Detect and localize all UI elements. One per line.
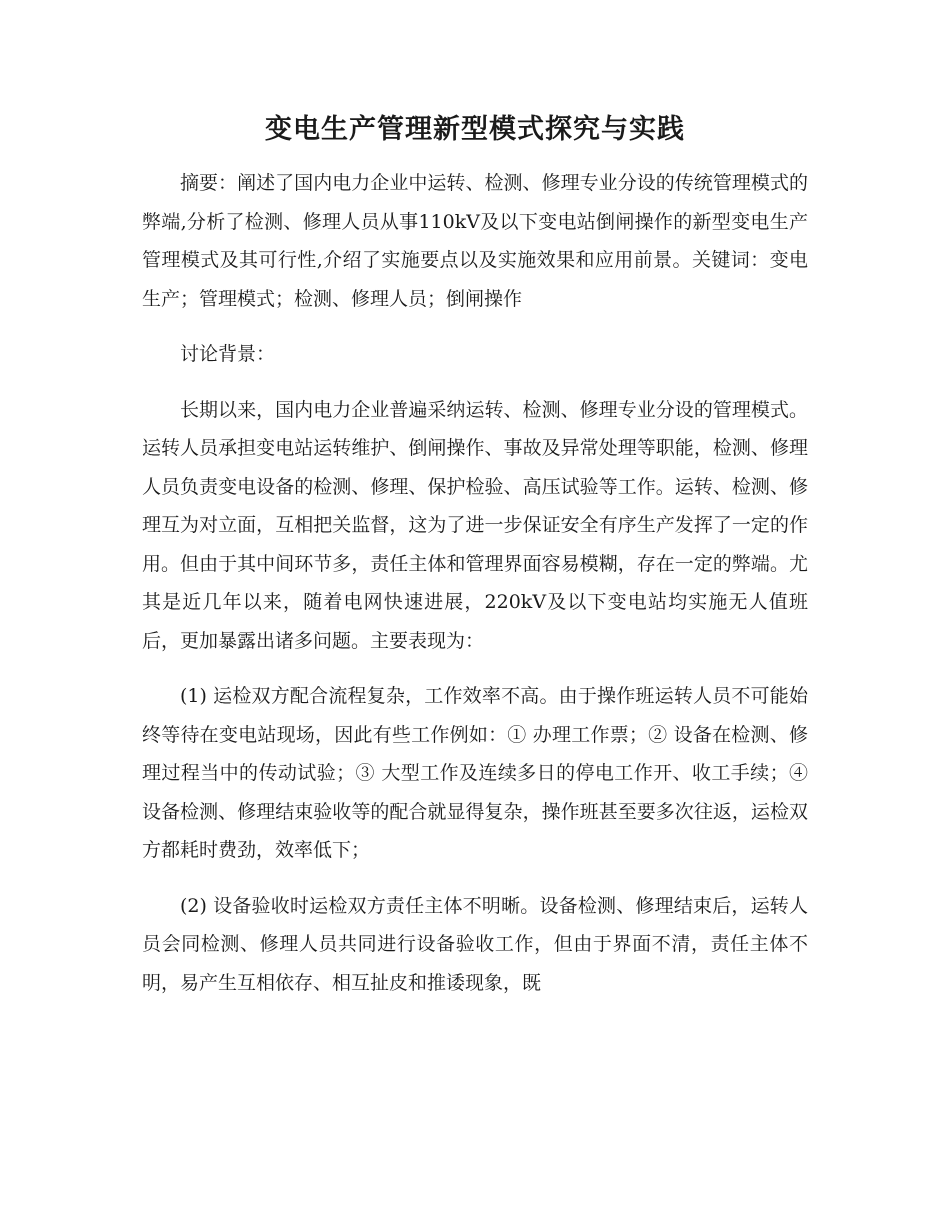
document-title: 变电生产管理新型模式探究与实践 [265, 114, 685, 145]
paragraph-abstract: 摘要：阐述了国内电力企业中运转、检测、修理专业分设的传统管理模式的弊端,分析了检测、修理人员从事110kV及以下变电站倒闸操作的新型变电生产管理模式及其可行性,介绍了实施要点以及实施效果和应用前景。关键词：变电生产；管理模式；检测、修理人员；倒闸操作 [142, 172, 808, 310]
paragraph-background-heading: 讨论背景： [180, 343, 276, 365]
paragraph-background: 长期以来，国内电力企业普遍采纳运转、检测、修理专业分设的管理模式。运转人员承担变电站运转维护、倒闸操作、事故及异常处理等职能，检测、修理人员负责变电设备的检测、修理、保护检验、高压试验等工作。运转、检测、修理互为对立面，互相把关监督，这为了进一步保证安全有序生产发挥了一定的作用。但由于其中间环节多，责任主体和管理界面容易模糊，存在一定的弊端。尤其是近几年以来，随着电网快速进展，220kV及以下变电站均实施无人值班后，更加暴露出诸多问题。主要表现为： [142, 398, 808, 652]
paragraph-point-1: (1) 运检双方配合流程复杂，工作效率不高。由于操作班运转人员不可能始终等待在变电站现场，因此有些工作例如：① 办理工作票；② 设备在检测、修理过程当中的传动试验；③ 大型工作及连续多日的停电工作开、收工手续；④ 设备检测、修理结束验收等的配合就显得复杂，操作班甚至要多次往返，运检双方都耗时费劲，效率低下； [142, 685, 808, 861]
paragraph-point-2: (2) 设备验收时运检双方责任主体不明晰。设备检测、修理结束后，运转人员会同检测、修理人员共同进行设备验收工作，但由于界面不清，责任主体不明，易产生互相依存、相互扯皮和推诿现象，既 [142, 894, 808, 994]
document-body [142, 164, 808, 1019]
